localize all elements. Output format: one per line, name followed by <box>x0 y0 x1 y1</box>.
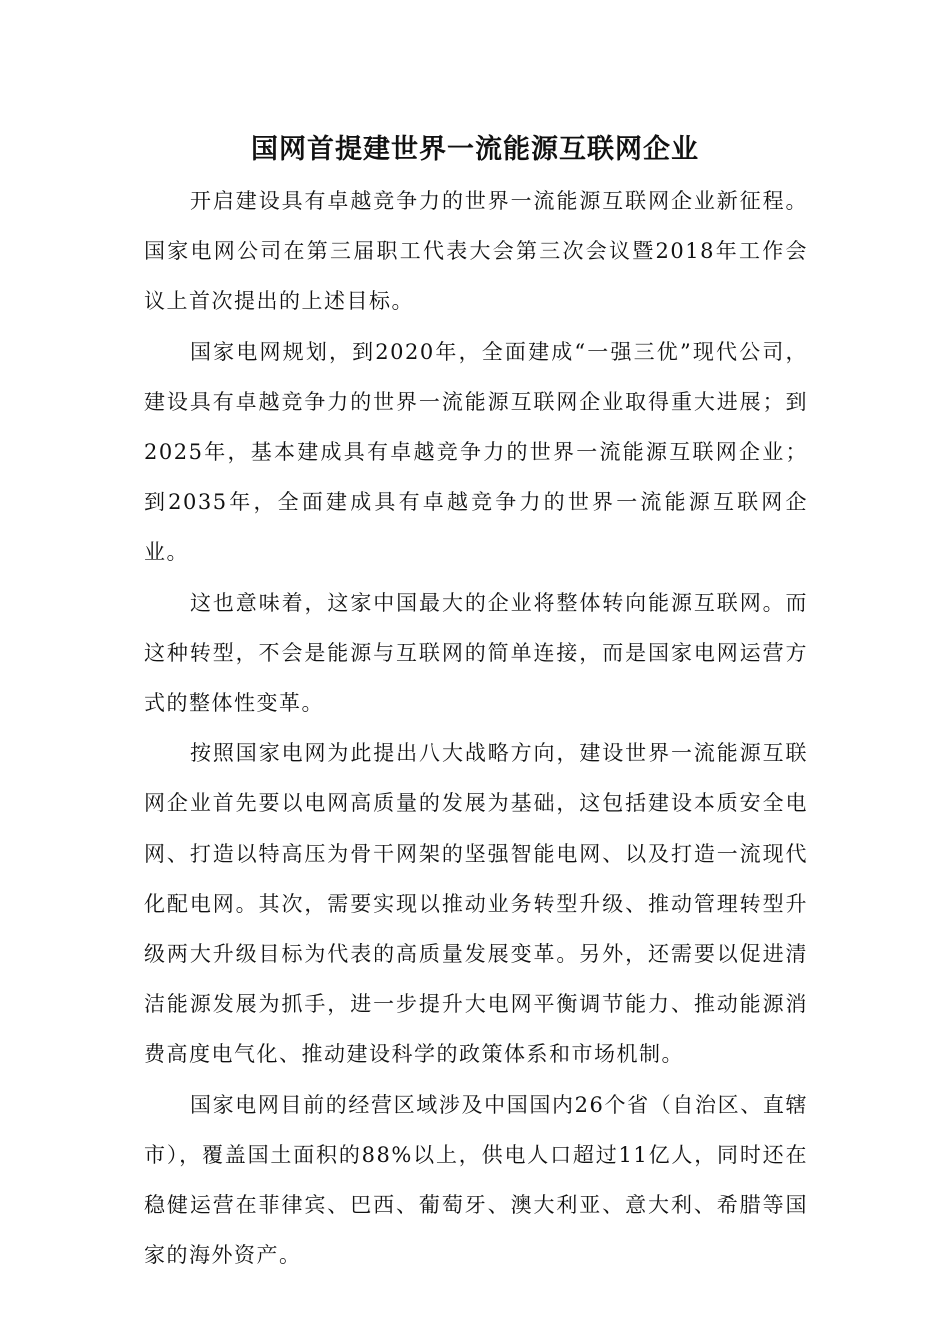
paragraph-operating-scope: 国家电网目前的经营区域涉及中国国内26个省（自治区、直辖市），覆盖国土面积的88%以上，供电人口超过11亿人，同时还在稳健运营在菲律宾、巴西、葡萄牙、澳大利亚、意大利、希腊等国家的海外资产。 <box>144 1092 808 1268</box>
paragraph-strategic-directions: 按照国家电网为此提出八大战略方向，建设世界一流能源互联网企业首先要以电网高质量的发展为基础，这包括建设本质安全电网、打造以特高压为骨干网架的坚强智能电网、以及打造一流现代化配电网。其次，需要实现以推动业务转型升级、推动管理转型升级两大升级目标为代表的高质量发展变革。另外，还需要以促进清洁能源发展为抓手，进一步提升大电网平衡调节能力、推动能源消费高度电气化、推动建设科学的政策体系和市场机制。 <box>144 741 808 1067</box>
paragraph-goal-announcement: 开启建设具有卓越竞争力的世界一流能源互联网企业新征程。国家电网公司在第三届职工代表大会第三次会议暨2018年工作会议上首次提出的上述目标。 <box>144 189 808 314</box>
document-title: 国网首提建世界一流能源互联网企业 <box>251 134 699 165</box>
paragraph-timeline-plan: 国家电网规划，到2020年，全面建成“一强三优”现代公司，建设具有卓越竞争力的世界一流能源互联网企业取得重大进展；到2025年，基本建成具有卓越竞争力的世界一流能源互联网企业；到2035年，全面建成具有卓越竞争力的世界一流能源互联网企业。 <box>144 339 808 565</box>
paragraph-transformation: 这也意味着，这家中国最大的企业将整体转向能源互联网。而这种转型，不会是能源与互联网的简单连接，而是国家电网运营方式的整体性变革。 <box>144 590 808 716</box>
document-body <box>144 176 808 1280</box>
